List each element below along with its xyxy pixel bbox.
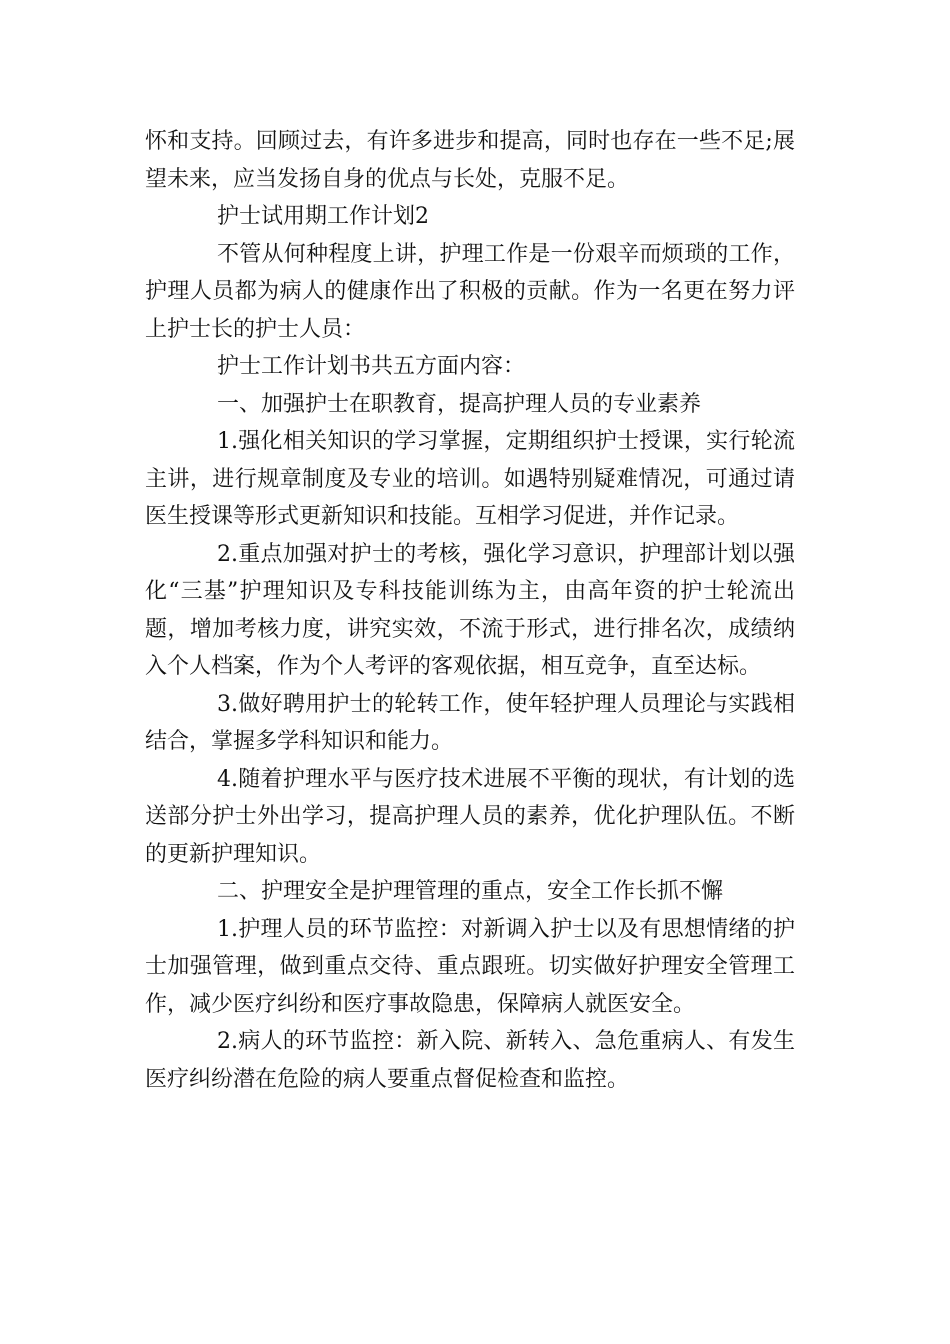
- list-item: 1.强化相关知识的学习掌握，定期组织护士授课，实行轮流主讲，进行规章制度及专业的培训。如遇特别疑难情况，可通过请医生授课等形式更新知识和技能。互相学习促进，并作记录。: [145, 429, 795, 529]
- paragraph-intro: 不管从何种程度上讲，护理工作是一份艰辛而烦琐的工作，护理人员都为病人的健康作出了积极的贡献。作为一名更在努力评上护士长的护士人员：: [145, 241, 795, 342]
- list-item: 2.病人的环节监控：新入院、新转入、急危重病人、有发生医疗纠纷潜在危险的病人要重点督促检查和监控。: [145, 1029, 795, 1092]
- list-item: 2.重点加强对护士的考核，强化学习意识，护理部计划以强化“三基”护理知识及专科技能训练为主，由高年资的护士轮流出题，增加考核力度，讲究实效，不流于形式，进行排名次，成绩纳入个人档案，作为个人考评的客观依据，相互竞争，直至达标。: [145, 541, 795, 679]
- list-item: 4.随着护理水平与医疗技术进展不平衡的现状，有计划的选送部分护士外出学习，提高护理人员的素养，优化护理队伍。不断的更新护理知识。: [145, 766, 795, 867]
- paragraph-outline: 护士工作计划书共五方面内容：: [217, 354, 526, 379]
- section-title: 护士试用期工作计划2: [217, 204, 429, 229]
- heading-part-one: 一、加强护士在职教育，提高护理人员的专业素养: [217, 391, 702, 417]
- paragraph-continuation: 怀和支持。回顾过去，有许多进步和提高，同时也存在一些不足;展望未来，应当发扬自身的优点与长处，克服不足。: [145, 129, 795, 192]
- list-item: 1.护理人员的环节监控：对新调入护士以及有思想情绪的护士加强管理，做到重点交待、重点跟班。切实做好护理安全管理工作，减少医疗纠纷和医疗事故隐患，保障病人就医安全。: [145, 916, 795, 1017]
- document-body: [145, 123, 795, 1098]
- list-item: 3.做好聘用护士的轮转工作，使年轻护理人员理论与实践相结合，掌握多学科知识和能力。: [145, 691, 795, 754]
- heading-part-two: 二、护理安全是护理管理的重点，安全工作长抓不懈: [217, 879, 724, 904]
